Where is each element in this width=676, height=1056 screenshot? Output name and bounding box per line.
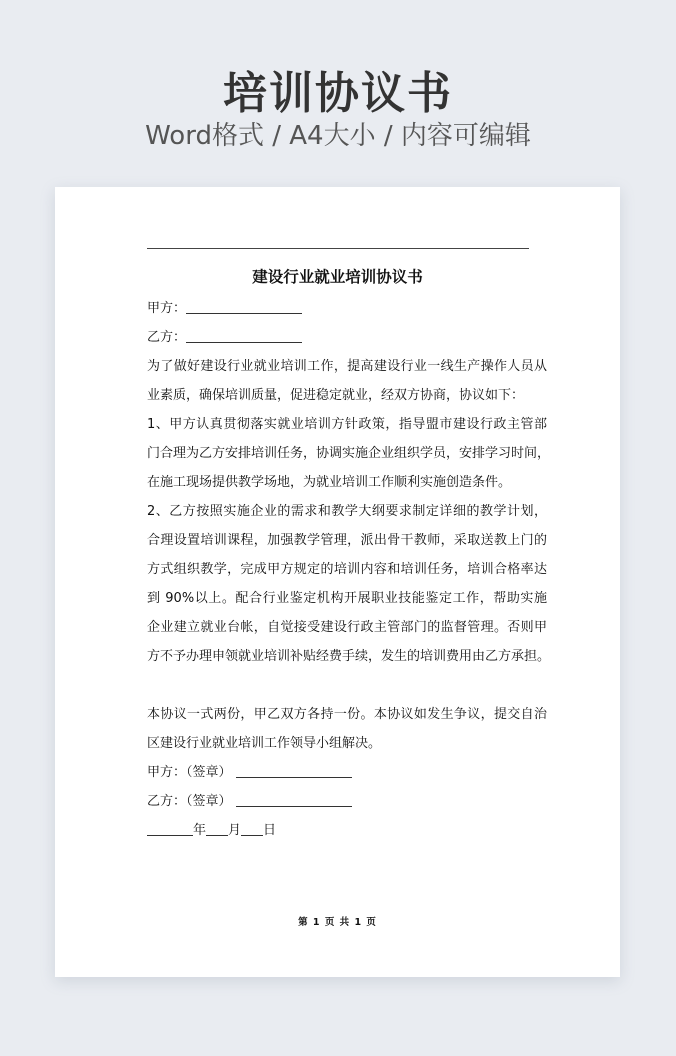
paragraph-line: 业素质，确保培训质量，促进稳定就业，经双方协商，协议如下： <box>147 388 525 403</box>
date-line <box>147 816 547 845</box>
year-label: 年 <box>193 823 207 838</box>
page-footer: 第 1 页 共 1 页 <box>298 917 377 928</box>
sign-b-label: 乙方：（签章） <box>147 794 232 809</box>
sign-b-line <box>147 787 547 816</box>
month-blank[interactable] <box>206 821 228 836</box>
sign-a-label: 甲方：（签章） <box>147 765 232 780</box>
paragraph-line: 企业建立就业台帐，自觉接受建设行政主管部门的监督管理。否则甲 <box>147 620 547 635</box>
paragraph-line: 在施工现场提供教学场地，为就业培训工作顺利实施创造条件。 <box>147 475 512 490</box>
spacer <box>147 671 547 700</box>
document-body <box>147 294 551 845</box>
sign-a-line <box>147 758 547 787</box>
paragraph-line: 为了做好建设行业就业培训工作，提高建设行业一线生产操作人员从 <box>147 359 547 374</box>
document-title: 建设行业就业培训协议书 <box>252 268 423 286</box>
document-page <box>55 187 620 977</box>
party-a-label: 甲方： <box>147 301 187 316</box>
paragraph-line: 2、乙方按照实施企业的需求和教学大纲要求制定详细的教学计划， <box>147 504 547 519</box>
party-b-line <box>147 323 547 352</box>
sign-b-blank[interactable] <box>236 792 352 807</box>
party-a-blank[interactable] <box>186 299 302 314</box>
paragraph-line: 方不予办理申领就业培训补贴经费手续，发生的培训费用由乙方承担。 <box>147 649 551 664</box>
banner-title: 培训协议书 <box>223 68 453 119</box>
closing-line: 本协议一式两份，甲乙双方各持一份。本协议如发生争议，提交自治 <box>147 707 547 722</box>
closing-line: 区建设行业就业培训工作领导小组解决。 <box>147 736 382 751</box>
banner-subtitle: Word格式 / A4大小 / 内容可编辑 <box>145 121 531 151</box>
paragraph-line: 方式组织教学，完成甲方规定的培训内容和培训任务，培训合格率达 <box>147 562 547 577</box>
sign-a-blank[interactable] <box>236 763 352 778</box>
party-b-blank[interactable] <box>186 328 302 343</box>
day-label: 日 <box>263 823 277 838</box>
day-blank[interactable] <box>241 821 263 836</box>
party-b-label: 乙方： <box>147 330 187 345</box>
paragraph-line: 到 90%以上。配合行业鉴定机构开展职业技能鉴定工作，帮助实施 <box>147 591 547 606</box>
party-a-line <box>147 294 547 323</box>
month-label: 月 <box>228 823 242 838</box>
header-rule <box>147 248 529 249</box>
paragraph-line: 合理设置培训课程，加强教学管理，派出骨干教师，采取送教上门的 <box>147 533 547 548</box>
paragraph-line: 1、甲方认真贯彻落实就业培训方针政策，指导盟市建设行政主管部 <box>147 417 547 432</box>
paragraph-line: 门合理为乙方安排培训任务，协调实施企业组织学员，安排学习时间， <box>147 446 551 461</box>
year-blank[interactable] <box>147 821 193 836</box>
